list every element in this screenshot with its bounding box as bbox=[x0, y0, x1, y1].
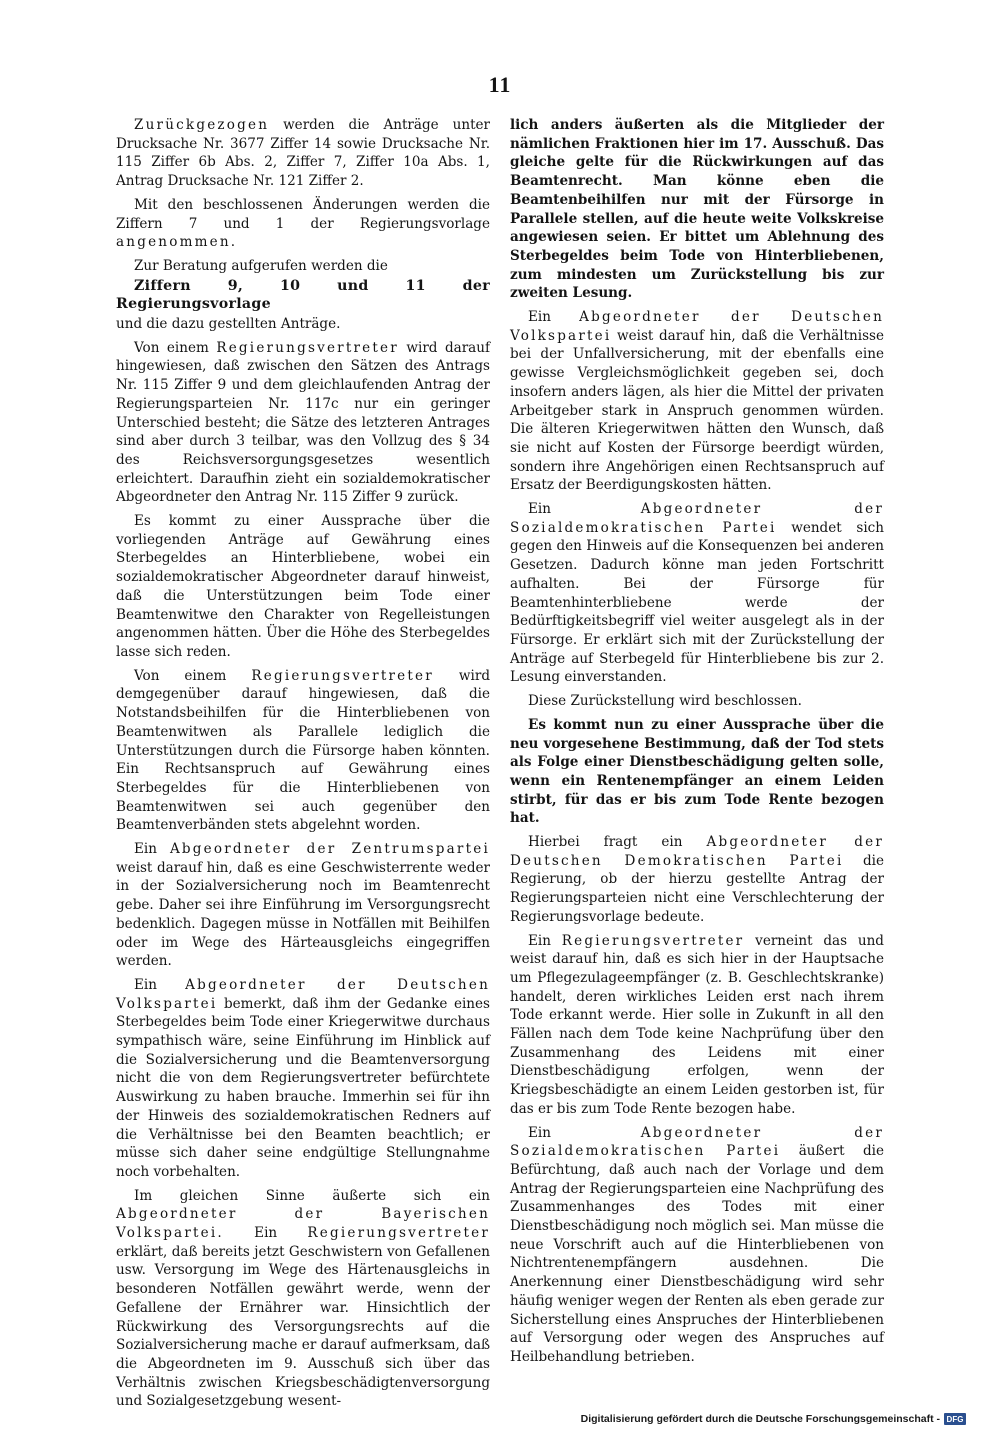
spaced-term: Regierungsvertreter bbox=[216, 339, 399, 356]
paragraph-text: Im gleichen Sinne äußerte sich ein bbox=[134, 1187, 490, 1204]
paragraph bbox=[116, 1187, 490, 1411]
paragraph-text: Ein bbox=[134, 976, 186, 993]
paragraph-text: weist darauf hin, daß die Verhältnisse bei der Unfallversicherung, mit der ebenfalls eine gewisse Vergleichsmöglichkeit gegeben sei, doch insofern anders lägen, als hier die Mittel der privaten Arbeitgeber stark in Anspruch genommen würden. Die älteren Kriegerwitwen hätten den Wunsch, daß sie nicht auf Kosten der Fürsorge beerdigt würden, sondern ihre Angehörigen einen Rechtsanspruch auf Ersatz der Beerdigungskosten hätten. bbox=[510, 327, 884, 494]
paragraph bbox=[510, 500, 884, 687]
paragraph bbox=[116, 257, 490, 276]
paragraph-text: Diese Zurückstellung wird beschlossen. bbox=[528, 693, 802, 710]
paragraph bbox=[116, 339, 490, 507]
spaced-term: Regierungsvertreter bbox=[561, 932, 745, 949]
paragraph-text: wendet sich gegen den Hinweis auf die Konsequenzen bei anderen Gesetzen. Dadurch könne man jeden Fortschritt aufhalten. Bei der Fürsorge für Beamtenhinterbliebene werde der Bedürftigkeitsbegriff viel weiter ausgelegt als in der Fürsorge. Er erklärt sich mit der Zurückstellung der Anträge auf Sterbegeld für Hinterbliebene bis zur 2. Lesung einverstanden. bbox=[510, 519, 884, 686]
paragraph-text: wird demgegenüber darauf hingewiesen, daß die Notstandsbeihilfen für die Hinterbliebenen von Beamtenwitwen als Parallele lediglich die Unterstützungen durch die Fürsorge haben könnten. Ein Rechtsanspruch auf Gewährung eines Sterbegeldes für die Hinterbliebenen von Beamtenwitwen sei auch gegenüber den Beamtenverbänden stets abgelehnt worden. bbox=[116, 667, 490, 834]
paragraph bbox=[116, 116, 490, 191]
paragraph-text: wird darauf hingewiesen, daß zwischen den Sätzen des Antrags Nr. 115 Ziffer 9 und dem gleichlaufenden Antrag der Regierungsparteien Nr. 117c nur ein geringer Unterschied besteht; die Sätze des letzteren Antrages sind aber durch 3 teilbar, was den Vollzug des § 34 des Reichsversorgungsgesetzes wesentlich erleichtert. Daraufhin zieht ein sozialdemokratischer Abgeordneter den Antrag Nr. 115 Ziffer 9 zurück. bbox=[116, 339, 490, 506]
spaced-term: Abgeordneter der Sozialdemokratischen Partei bbox=[510, 501, 884, 536]
paragraph-text: die Regierung, ob der hierzu gestellte Antrag der Regierungsparteien nicht eine Verschlechterung der Regierungsvorlage bedeute. bbox=[510, 852, 885, 925]
paragraph bbox=[510, 833, 884, 927]
paragraph-text: Von einem bbox=[134, 339, 217, 356]
section-heading: Ziffern 9, 10 und 11 der Regierungsvorlage bbox=[116, 277, 490, 313]
paragraph-text: Ein bbox=[223, 1225, 308, 1242]
spaced-term: Abgeordneter der Deutschen Demokratischen Partei bbox=[510, 834, 884, 869]
spaced-term: Regierungsvertreter bbox=[251, 667, 434, 684]
paragraph-text: Hierbei fragt ein bbox=[528, 834, 707, 851]
paragraph-text: Mit den beschlossenen Änderungen werden die Ziffern 7 und 1 der Regierungsvorlage bbox=[116, 196, 490, 232]
paragraph-text: Zur Beratung aufgerufen werden die bbox=[134, 257, 388, 274]
paragraph bbox=[116, 512, 490, 662]
right-column bbox=[510, 116, 884, 1372]
paragraph-text: Ein bbox=[528, 1124, 641, 1141]
paragraph bbox=[510, 116, 884, 303]
paragraph-text: weist darauf hin, daß es eine Geschwisterrente weder in der Sozialversicherung noch im Beamtenrecht gebe. Daher sei ihre Einführung im Versorgungsrecht bedenklich. Dagegen müsse in Notfällen mit Beihilfen oder im Wege des Härteausgleichs eingegriffen werden. bbox=[116, 859, 490, 970]
spaced-term: Abgeordneter der Deutschen Volkspartei bbox=[116, 976, 490, 1012]
paragraph-text: Es kommt zu einer Aussprache über die vorliegenden Anträge auf Gewährung eines Sterbegeldes an Hinterbliebene, wobei ein sozialdemokratischer Abgeordneter darauf hinweist, daß die Unterstützungen beim Tode einer Beamtenwitwe den Charakter von Regelleistungen angenommen hätten. Über die Höhe des Sterbegeldes lasse sich reden. bbox=[116, 513, 490, 660]
spaced-term: Abgeordneter der Bayerischen Volkspartei. bbox=[116, 1206, 490, 1242]
paragraph-text: Von einem bbox=[134, 667, 252, 684]
paragraph-text: werden die Anträge unter Drucksache Nr. 3677 Ziffer 14 sowie Drucksache Nr. 115 Ziffer 6b Abs. 2, Ziffer 7, Ziffer 10a Abs. 1, Antrag Drucksache Nr. 121 Ziffer 2. bbox=[116, 117, 490, 190]
paragraph bbox=[116, 196, 490, 252]
spaced-term: Abgeordneter der Sozialdemokratischen Partei bbox=[510, 1124, 884, 1160]
paragraph-text: lich anders äußerten als die Mitglieder der nämlichen Fraktionen hier im 17. Ausschuß. Das gleiche gelte für die Rückwirkungen auf das Beamtenrecht. Man könne eben die Beamtenbeihilfen nur mit der Fürsorge in Parallele stellen, auf die heute weite Volkskreise angewiesen seien. Er bittet um Ablehnung des Sterbegeldes beim Tode von Hinterbliebenen, zum mindesten um Zurückstellung bis zur zweiten Lesung. bbox=[510, 117, 884, 302]
paragraph bbox=[510, 692, 884, 711]
paragraph-text: und die dazu gestellten Anträge. bbox=[116, 316, 341, 333]
paragraph bbox=[510, 1124, 884, 1367]
left-column bbox=[116, 116, 490, 1416]
paragraph bbox=[510, 716, 884, 828]
spaced-term: Zurückgezogen bbox=[134, 117, 270, 133]
paragraph bbox=[510, 932, 884, 1119]
paragraph-text: Ein bbox=[528, 932, 562, 949]
paragraph bbox=[116, 667, 490, 835]
paragraph bbox=[116, 976, 490, 1182]
spaced-term: angenommen. bbox=[116, 234, 238, 251]
paragraph-text: erklärt, daß bereits jetzt Geschwistern von Gefallenen usw. Versorgung im Wege des Härtenausgleichs in besonderen Notfällen gewährt werde, wenn der Gefallene der Ernährer war. Hinsichtlich der Rückwirkung des Versorgungsrechts auf die Sozialversicherung mache er darauf aufmerksam, daß die Abgeordneten im 9. Ausschuß sich über das Verhältnis zwischen Kriegsbeschädigtenversorgung und Sozialgesetzgebung wesent- bbox=[116, 1243, 490, 1410]
paragraph-text: Ein bbox=[134, 841, 170, 858]
spaced-term: Abgeordneter der Deutschen Volkspartei bbox=[510, 309, 884, 344]
spaced-term: Abgeordneter der Zentrumspartei bbox=[169, 841, 490, 858]
paragraph-text: äußert die Befürchtung, daß auch nach der Vorlage und dem Antrag der Regierungsparteien eine Nachprüfung des Zusammenhanges des Todes mit einer Dienstbeschädigung noch möglich sei. Man müsse die neue Vorschrift auch auf die Hinterbliebenen von Nichtrentenempfängern ausdehnen. Die Anerkennung einer Dienstbeschädigung wird sehr häufig weniger wegen der Renten als eben gerade zur Sicherstellung eines Anspruches der Hinterbliebenen auf Versorgung oder wegen des Anspruches auf Heilbehandlung betrieben. bbox=[510, 1143, 884, 1365]
paragraph-text: Es kommt nun zu einer Aussprache über die neu vorgesehene Bestimmung, daß der Tod stets als Folge einer Dienstbeschädigung gelten solle, wenn ein Rentenempfänger an einem Leiden stirbt, für das er bis zum Tode Rente bezogen hat. bbox=[510, 716, 884, 827]
spaced-term: Regierungsvertreter bbox=[307, 1225, 490, 1242]
footer-text: Digitalisierung gefördert durch die Deutsche Forschungsgemeinschaft - bbox=[580, 1413, 940, 1425]
paragraph-text: Ein bbox=[528, 501, 641, 518]
paragraph-text: bemerkt, daß ihm der Gedanke eines Sterbegeldes beim Tode einer Kriegerwitwe durchaus sympathisch wäre, seine Einführung im Hinblick auf die Sozialversicherung und die Beamtenversorgung nicht die von dem Regierungsvertreter befürchtete Auswirkung zu haben brauche. Immerhin sei für ihn der Hinweis des sozialdemokratischen Redners auf die Verhältnisse bei den Beamten beachtlich; er müsse sich daher seine endgültige Stellungnahme noch vorbehalten. bbox=[116, 995, 490, 1180]
paragraph-text: Ein bbox=[528, 309, 580, 326]
paragraph bbox=[510, 308, 884, 495]
paragraph-text: verneint das und weist darauf hin, daß es sich hier in der Hauptsache um Pflegezulageempfänger (z. B. Geschlechtskranke) handelt, deren wirkliches Leiden erst nach ihrem Tode erkannt werde. Hier solle in Zukunft in all den Fällen nach dem Tode keine Nachprüfung über den Zusammenhang des Leidens mit einer Dienstbeschädigung erfolgen, wenn der Kriegsbeschädigte an einem Leiden gestorben ist, für das er bis zum Tode Rente bezogen habe. bbox=[510, 932, 884, 1117]
page-number: 11 bbox=[488, 72, 512, 97]
paragraph bbox=[116, 840, 490, 971]
paragraph bbox=[116, 315, 490, 334]
dfg-logo: DFG bbox=[944, 1413, 966, 1425]
digitization-credit bbox=[581, 1412, 966, 1426]
